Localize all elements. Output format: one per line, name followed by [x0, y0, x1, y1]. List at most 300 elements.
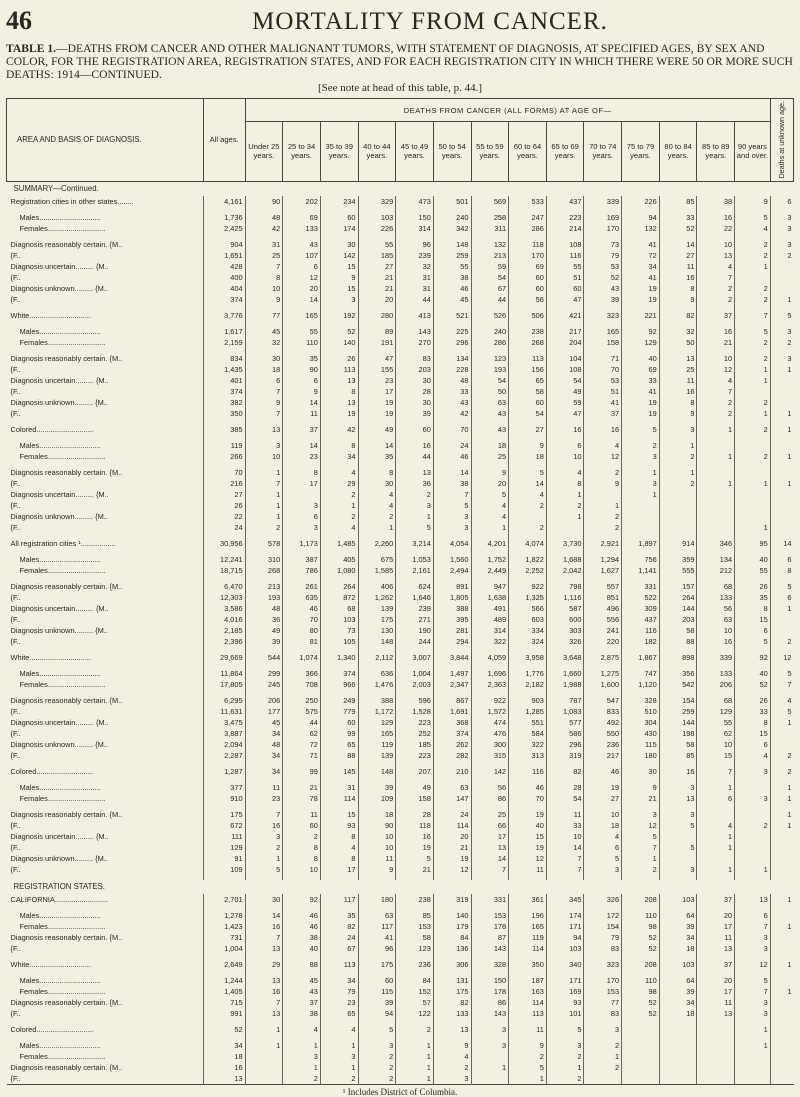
table-cell: 1 [584, 1051, 622, 1062]
table-cell: 79 [320, 986, 358, 997]
table-cell: 306 [433, 959, 471, 970]
table-cell: 171 [546, 975, 584, 986]
table-cell: 19 [622, 294, 660, 305]
table-cell: 636 [358, 668, 396, 679]
col-header-age-1: Under 25 years. [245, 122, 283, 182]
table-cell: 526 [471, 310, 509, 321]
row-label: Diagnosis reasonably certain. {M.. [10, 695, 123, 705]
table-row [7, 386, 794, 397]
table-cell: 8 [735, 717, 771, 728]
table-cell: 2 [697, 397, 735, 408]
table-cell: 191 [358, 337, 396, 348]
table-cell: 163 [509, 986, 547, 997]
table-cell: 872 [320, 592, 358, 603]
table-cell: 40 [509, 820, 547, 831]
table-cell: 1 [245, 489, 283, 500]
table-cell: 331 [471, 894, 509, 905]
table-cell: 139 [358, 750, 396, 761]
table-label: TABLE 1. [6, 42, 57, 55]
table-cell: 11 [697, 932, 735, 943]
table-cell: 41 [358, 932, 396, 943]
row-label: {F.. [10, 706, 21, 716]
table-cell: 6 [584, 842, 622, 853]
table-caption [6, 42, 794, 81]
table-cell: 142 [471, 766, 509, 777]
table-cell: 13 [320, 375, 358, 386]
table-cell: 2,425 [203, 223, 245, 234]
table-cell: 18 [358, 809, 396, 820]
table-cell: 33 [546, 820, 584, 831]
table-cell: 1 [770, 478, 793, 489]
table-cell: 1,660 [546, 668, 584, 679]
table-cell: 556 [584, 614, 622, 625]
table-cell: 5 [509, 467, 547, 478]
table-cell: 133 [697, 592, 735, 603]
table-cell: 1 [735, 864, 771, 875]
table-cell: 1 [770, 717, 793, 728]
table-cell: 63 [358, 910, 396, 921]
table-cell: 82 [546, 766, 584, 777]
table-cell: 2 [697, 294, 735, 305]
table-cell: 88 [283, 959, 321, 970]
table-cell: 3,958 [509, 652, 547, 663]
table-cell: 133 [283, 223, 321, 234]
table-cell: 13 [245, 424, 283, 435]
table-cell [770, 440, 793, 451]
table-cell: 20 [471, 478, 509, 489]
table-cell: 326 [584, 894, 622, 905]
table-cell: 31 [396, 272, 434, 283]
table-cell: 368 [433, 717, 471, 728]
table-cell: 18 [509, 451, 547, 462]
table-cell: 496 [584, 603, 622, 614]
table-cell: 4 [320, 1024, 358, 1035]
table-cell: 52 [622, 932, 660, 943]
table-cell: 8 [358, 467, 396, 478]
table-cell [770, 975, 793, 986]
table-cell: 70 [584, 364, 622, 375]
table-cell: 15 [735, 728, 771, 739]
table-cell: 1,275 [584, 668, 622, 679]
table-cell: 5 [396, 853, 434, 864]
table-cell: 7 [245, 997, 283, 1008]
table-cell: 91 [203, 853, 245, 864]
table-cell: 6 [735, 739, 771, 750]
table-row [7, 782, 794, 793]
row-label: Registration cities in other states........ [10, 196, 134, 206]
table-cell: 891 [433, 581, 471, 592]
table-cell: 55 [283, 326, 321, 337]
table-cell: 180 [358, 894, 396, 905]
table-cell: 21 [283, 782, 321, 793]
row-label: Females............................ [19, 986, 106, 996]
table-cell: 93 [320, 820, 358, 831]
table-cell: 86 [471, 793, 509, 804]
table-cell [622, 500, 660, 511]
table-cell: 9 [509, 1040, 547, 1051]
table-cell: 10 [697, 739, 735, 750]
table-cell: 282 [433, 750, 471, 761]
section-heading-row [7, 181, 794, 196]
table-cell: 6 [546, 440, 584, 451]
row-label: Diagnosis unknown......... {M.. [10, 511, 108, 521]
table-cell: 81 [283, 636, 321, 647]
table-cell: 3,844 [433, 652, 471, 663]
table-cell: 216 [203, 478, 245, 489]
table-cell: 9 [433, 1040, 471, 1051]
table-cell: 8 [659, 283, 697, 294]
table-cell [770, 1040, 793, 1051]
table-cell: 29 [245, 959, 283, 970]
table-cell: 1 [245, 853, 283, 864]
table-cell: 20 [283, 283, 321, 294]
table-cell: 116 [546, 250, 584, 261]
table-cell: 69 [622, 364, 660, 375]
table-cell: 374 [203, 386, 245, 397]
table-cell: 5 [770, 706, 793, 717]
table-cell: 922 [509, 581, 547, 592]
table-cell: 82 [320, 921, 358, 932]
row-label: Diagnosis uncertain......... {M.. [10, 717, 109, 727]
table-cell: 116 [622, 625, 660, 636]
table-cell: 3 [396, 500, 434, 511]
table-cell: 26 [735, 581, 771, 592]
table-cell: 1 [509, 1073, 547, 1085]
table-cell: 2,649 [203, 959, 245, 970]
table-cell: 366 [283, 668, 321, 679]
table-cell: 87 [471, 932, 509, 943]
row-label: Females............................ [19, 921, 106, 931]
table-row [7, 451, 794, 462]
table-cell: 37 [697, 959, 735, 970]
table-cell: 400 [203, 272, 245, 283]
row-label: Colored............................ [10, 1024, 94, 1034]
table-cell: 116 [509, 766, 547, 777]
table-cell: 2 [358, 1062, 396, 1073]
table-cell [770, 864, 793, 875]
table-cell: 264 [320, 581, 358, 592]
table-cell: 382 [203, 397, 245, 408]
table-cell: 84 [396, 975, 434, 986]
table-cell: 489 [471, 614, 509, 625]
table-cell: 38 [433, 272, 471, 283]
table-cell: 2 [283, 831, 321, 842]
table-cell: 786 [283, 565, 321, 576]
table-cell: 119 [203, 440, 245, 451]
table-cell: 39 [245, 636, 283, 647]
table-cell: 52 [735, 679, 771, 690]
table-cell: 34 [320, 451, 358, 462]
table-cell: 1,287 [203, 766, 245, 777]
table-cell: 48 [245, 603, 283, 614]
table-cell: 405 [320, 554, 358, 565]
table-cell: 522 [622, 592, 660, 603]
table-cell: 15 [320, 261, 358, 272]
table-cell: 43 [283, 986, 321, 997]
table-cell: 14 [546, 842, 584, 853]
table-cell: 1,340 [320, 652, 358, 663]
table-cell: 108 [546, 239, 584, 250]
table-cell: 1 [283, 1040, 321, 1051]
table-cell: 756 [622, 554, 660, 565]
table-cell: 1 [245, 511, 283, 522]
section-heading: REGISTRATION STATES. [13, 882, 105, 892]
table-cell [770, 397, 793, 408]
table-cell: 13 [320, 397, 358, 408]
table-cell: 506 [509, 310, 547, 321]
table-cell: 10 [245, 451, 283, 462]
table-cell: 9 [245, 397, 283, 408]
table-cell: 114 [320, 793, 358, 804]
table-cell: 12 [735, 959, 771, 970]
row-label: Females............................ [19, 337, 106, 347]
table-cell: 37 [584, 408, 622, 419]
table-cell: 3 [245, 440, 283, 451]
table-cell: 66 [471, 820, 509, 831]
table-cell: 544 [245, 652, 283, 663]
table-cell: 8 [320, 386, 358, 397]
table-cell: 7 [697, 272, 735, 283]
table-cell: 226 [622, 196, 660, 207]
table-cell: 25 [245, 250, 283, 261]
table-cell: 30,956 [203, 538, 245, 549]
table-cell: 82 [433, 997, 471, 1008]
table-cell [659, 1062, 697, 1073]
table-cell: 6,295 [203, 695, 245, 706]
table-cell: 40 [622, 353, 660, 364]
table-cell: 46 [509, 782, 547, 793]
table-cell: 14 [509, 478, 547, 489]
table-cell [770, 272, 793, 283]
table-cell: 304 [622, 717, 660, 728]
table-cell: 136 [433, 943, 471, 954]
table-cell: 1,897 [622, 538, 660, 549]
table-cell: 2 [584, 522, 622, 533]
table-cell: 1 [697, 478, 735, 489]
table-cell: 319 [546, 750, 584, 761]
table-cell: 13 [245, 975, 283, 986]
table-cell: 2,094 [203, 739, 245, 750]
table-cell: 5 [509, 1062, 547, 1073]
table-cell: 129 [697, 706, 735, 717]
col-header-age-11: 75 to 79 years. [622, 122, 660, 182]
table-cell: 43 [471, 424, 509, 435]
table-cell: 2 [770, 750, 793, 761]
table-cell: 110 [622, 975, 660, 986]
table-cell: 5 [584, 853, 622, 864]
table-cell: 32 [659, 326, 697, 337]
table-cell: 12,303 [203, 592, 245, 603]
table-cell: 71 [283, 750, 321, 761]
table-cell: 71 [584, 353, 622, 364]
table-cell [770, 283, 793, 294]
table-cell: 1,528 [396, 706, 434, 717]
table-cell: 11,864 [203, 668, 245, 679]
table-cell: 132 [471, 239, 509, 250]
table-cell: 16 [659, 386, 697, 397]
table-cell [770, 728, 793, 739]
table-cell: 37 [697, 894, 735, 905]
table-cell: 329 [358, 196, 396, 207]
table-cell: 115 [622, 739, 660, 750]
table-cell: 58 [396, 932, 434, 943]
row-label: Females............................ [19, 1051, 106, 1061]
table-cell: 3 [546, 1040, 584, 1051]
table-cell: 328 [471, 959, 509, 970]
table-cell: 109 [203, 864, 245, 875]
table-cell: 521 [433, 310, 471, 321]
table-cell: 63 [471, 397, 509, 408]
table-cell: 37 [283, 997, 321, 1008]
table-cell: 30 [245, 353, 283, 364]
table-cell [735, 500, 771, 511]
table-cell: 299 [245, 668, 283, 679]
table-cell: 53 [584, 261, 622, 272]
table-cell: 3,730 [546, 538, 584, 549]
table-cell: 17 [358, 386, 396, 397]
table-cell [659, 853, 697, 864]
table-cell: 2 [770, 636, 793, 647]
table-cell: 747 [622, 668, 660, 679]
table-cell: 8 [245, 272, 283, 283]
table-row [7, 261, 794, 272]
table-cell: 35 [358, 451, 396, 462]
table-cell: 85 [659, 750, 697, 761]
table-cell [697, 500, 735, 511]
table-cell: 311 [471, 223, 509, 234]
table-cell [697, 1051, 735, 1062]
table-cell: 38 [433, 478, 471, 489]
table-cell: 72 [622, 250, 660, 261]
table-cell: 147 [433, 793, 471, 804]
table-cell: 898 [659, 652, 697, 663]
table-cell: 49 [396, 782, 434, 793]
table-cell: 10 [358, 831, 396, 842]
table-cell: 95 [735, 538, 771, 549]
table-cell: 111 [203, 831, 245, 842]
row-label: Males.............................. [19, 668, 101, 678]
table-cell [659, 511, 697, 522]
table-cell: 2 [584, 511, 622, 522]
table-cell: 270 [396, 337, 434, 348]
table-cell [697, 1040, 735, 1051]
table-cell: 157 [659, 581, 697, 592]
table-cell: 6 [245, 375, 283, 386]
table-cell: 5 [622, 424, 660, 435]
table-cell: 192 [320, 310, 358, 321]
table-cell: 3 [622, 809, 660, 820]
table-row [7, 250, 794, 261]
table-cell: 1 [770, 782, 793, 793]
table-cell: 46 [433, 283, 471, 294]
table-cell: 35 [283, 353, 321, 364]
table-cell [770, 1051, 793, 1062]
table-cell: 10 [697, 353, 735, 364]
table-cell: 3 [735, 793, 771, 804]
table-cell: 557 [584, 581, 622, 592]
row-label: Females............................ [19, 793, 106, 803]
table-cell: 99 [283, 766, 321, 777]
table-cell: 1,736 [203, 212, 245, 223]
table-cell: 104 [546, 353, 584, 364]
table-cell: 38 [283, 932, 321, 943]
table-cell: 14 [283, 440, 321, 451]
table-cell: 31 [320, 782, 358, 793]
table-cell: 600 [546, 614, 584, 625]
table-cell: 14 [433, 467, 471, 478]
table-cell: 16 [697, 326, 735, 337]
table-cell: 32 [245, 337, 283, 348]
table-cell: 3 [735, 932, 771, 943]
table-cell: 119 [509, 932, 547, 943]
table-cell: 14 [659, 239, 697, 250]
table-cell: 54 [509, 408, 547, 419]
table-cell: 130 [358, 625, 396, 636]
table-cell: 1 [396, 1051, 434, 1062]
row-label: Females............................ [19, 679, 106, 689]
table-cell: 117 [358, 921, 396, 932]
table-cell: 323 [584, 310, 622, 321]
table-cell: 2 [735, 283, 771, 294]
table-cell [471, 1073, 509, 1085]
table-cell: 46 [283, 910, 321, 921]
table-cell: 675 [358, 554, 396, 565]
row-label: White.............................. [10, 652, 91, 662]
table-cell: 4 [770, 695, 793, 706]
table-cell: 11 [509, 864, 547, 875]
table-cell: 221 [622, 310, 660, 321]
table-cell: 1 [770, 921, 793, 932]
table-cell: 280 [358, 310, 396, 321]
table-cell: 12 [584, 451, 622, 462]
table-cell: 33 [735, 706, 771, 717]
table-cell: 208 [622, 959, 660, 970]
table-cell: 2 [697, 408, 735, 419]
table-cell: 92 [735, 652, 771, 663]
table-cell: 241 [584, 625, 622, 636]
table-cell [509, 511, 547, 522]
col-header-all-ages: All ages. [203, 99, 245, 182]
table-cell: 1 [245, 1024, 283, 1035]
table-cell: 101 [546, 1008, 584, 1019]
table-cell [659, 500, 697, 511]
table-cell: 345 [546, 894, 584, 905]
table-cell: 169 [584, 212, 622, 223]
table-cell: 1 [735, 1040, 771, 1051]
table-cell: 356 [659, 668, 697, 679]
table-cell: 1,651 [203, 250, 245, 261]
table-cell: 1,805 [433, 592, 471, 603]
table-cell: 30 [396, 397, 434, 408]
table-cell: 16 [584, 424, 622, 435]
table-cell: 13 [697, 943, 735, 954]
table-cell: 2,112 [358, 652, 396, 663]
table-cell: 3 [770, 212, 793, 223]
table-cell: 5 [433, 500, 471, 511]
table-cell: 13 [245, 1008, 283, 1019]
table-cell [546, 522, 584, 533]
table-cell: 12 [697, 364, 735, 375]
table-cell: 52 [659, 223, 697, 234]
table-cell: 19 [584, 782, 622, 793]
table-cell: 262 [433, 739, 471, 750]
table-cell: 11 [509, 1024, 547, 1035]
table-cell: 1,325 [509, 592, 547, 603]
table-row [7, 1040, 794, 1051]
table-cell: 62 [697, 728, 735, 739]
table-cell: 2 [358, 1073, 396, 1085]
table-cell: 15 [697, 750, 735, 761]
